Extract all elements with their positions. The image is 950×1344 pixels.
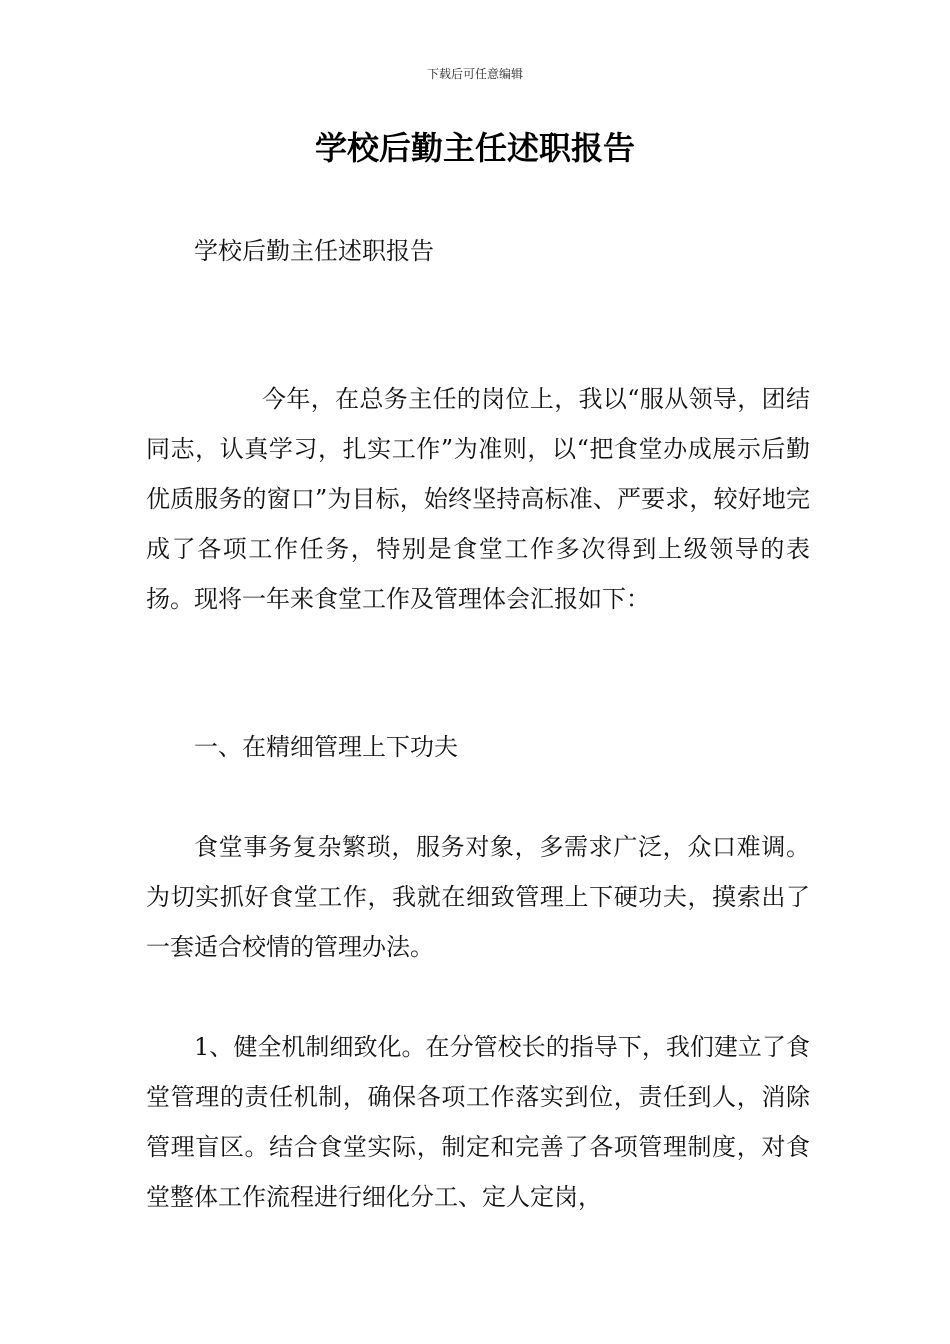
section-body-paragraph: 食堂事务复杂繁琐，服务对象，多需求广泛，众口难调。为切实抓好食堂工作，我就在细致管理上下硬功夫，摸索出了一套适合校情的管理办法。: [146, 833, 810, 961]
subtitle-paragraph: 学校后勤主任述职报告: [194, 237, 434, 265]
section-heading: 一、在精细管理上下功夫: [194, 733, 458, 761]
intro-paragraph: 今年，在总务主任的岗位上，我以“服从领导，团结同志，认真学习，扎实工作”为准则，以“把食堂办成展示后勤优质服务的窗口”为目标，始终坚持高标准、严要求，较好地完成了各项工作任务，特别是食堂工作多次得到上级领导的表扬。现将一年来食堂工作及管理体会汇报如下：: [146, 385, 810, 613]
numbered-item-paragraph: 1、健全机制细致化。在分管校长的指导下，我们建立了食堂管理的责任机制，确保各项工作落实到位，责任到人，消除管理盲区。结合食堂实际，制定和完善了各项管理制度，对食堂整体工作流程进行细化分工、定人定岗，: [146, 1033, 810, 1211]
document-title: 学校后勤主任述职报告: [314, 129, 635, 167]
header-note: 下载后可任意编辑: [426, 67, 523, 81]
